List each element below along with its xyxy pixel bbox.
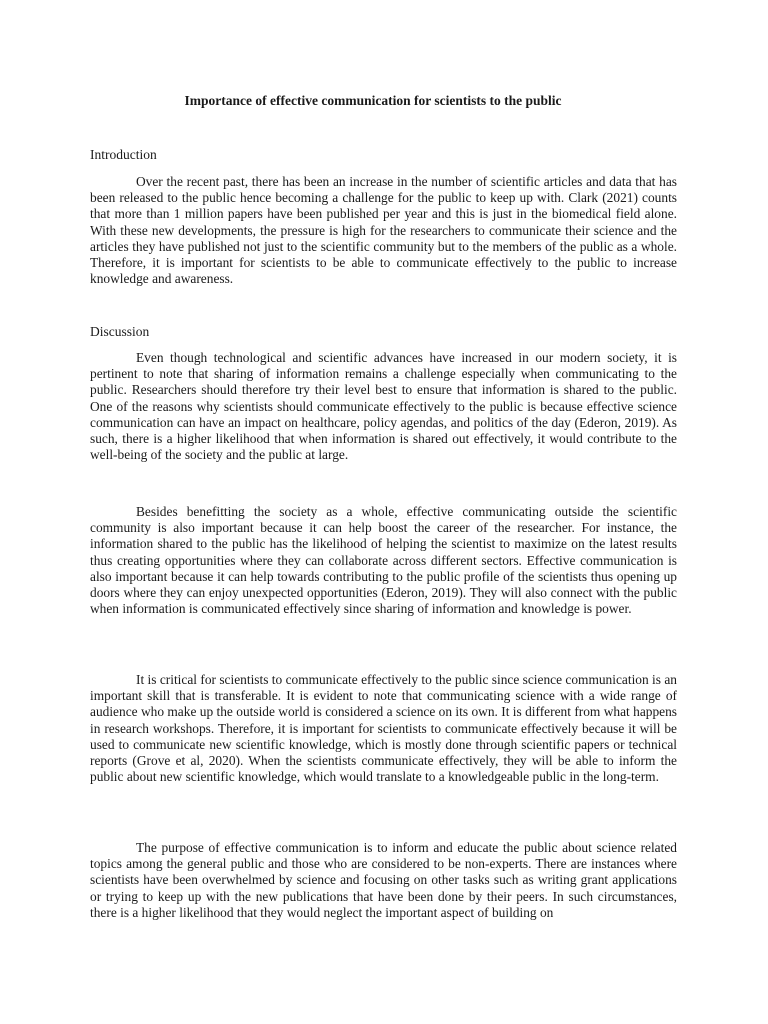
document-title: Importance of effective communication for scientists to the public bbox=[184, 93, 562, 108]
introduction-paragraph: Over the recent past, there has been an increase in the number of scientific articles and data that has been released to the public hence becoming a challenge for the public to keep up with. Clark (2021) counts that more than 1 million papers have been published per year and this is just in the biomedical field alone. With these new developments, the pressure is high for the researchers to communicate their science and the articles they have published not just to the scientific community but to the members of the public as a whole. Therefore, it is important for scientists to be able to communicate effectively to the public to increase knowledge and awareness. bbox=[90, 174, 677, 287]
discussion-paragraph-2: Besides benefitting the society as a whole, effective communicating outside the scientific community is also important because it can help boost the career of the researcher. For instance, the information shared to the public has the likelihood of helping the scientist to maximize on the latest results thus creating opportunities where they can collaborate across different sectors. Effective communication is also important because it can help towards contributing to the public profile of the scientists thus opening up doors where they can enjoy unexpected opportunities (Ederon, 2019). They will also connect with the public when information is communicated effectively since sharing of information and knowledge is power. bbox=[90, 504, 677, 617]
discussion-paragraph-1: Even though technological and scientific advances have increased in our modern society, it is pertinent to note that sharing of information remains a challenge especially when communicating to the public. Researchers should therefore try their level best to ensure that information is shared to the public. One of the reasons why scientists should communicate effectively to the public is because effective science communication can have an impact on healthcare, policy agendas, and politics of the day (Ederon, 2019). As such, there is a higher likelihood that when information is shared out effectively, it would contribute to the well-being of the society and the public at large. bbox=[90, 350, 677, 463]
discussion-heading: Discussion bbox=[90, 324, 150, 339]
introduction-heading: Introduction bbox=[90, 147, 157, 162]
discussion-paragraph-3: It is critical for scientists to communicate effectively to the public since science communication is an important skill that is transferable. It is evident to note that communicating science with a wide range of audience who make up the outside world is considered a science on its own. It is different from what happens in research workshops. Therefore, it is important for scientists to communicate effectively because it will be used to communicate new scientific knowledge, which is mostly done through scientific papers or technical reports (Grove et al, 2020). When the scientists communicate effectively, they will be able to inform the public about new scientific knowledge, which would translate to a knowledgeable public in the long-term. bbox=[90, 672, 677, 785]
discussion-paragraph-4: The purpose of effective communication is to inform and educate the public about science related topics among the general public and those who are considered to be non-experts. There are instances where scientists have been overwhelmed by science and focusing on other tasks such as writing grant applications or trying to keep up with the new publications that have been done by their peers. In such circumstances, there is a higher likelihood that they would neglect the important aspect of building on bbox=[90, 840, 677, 920]
